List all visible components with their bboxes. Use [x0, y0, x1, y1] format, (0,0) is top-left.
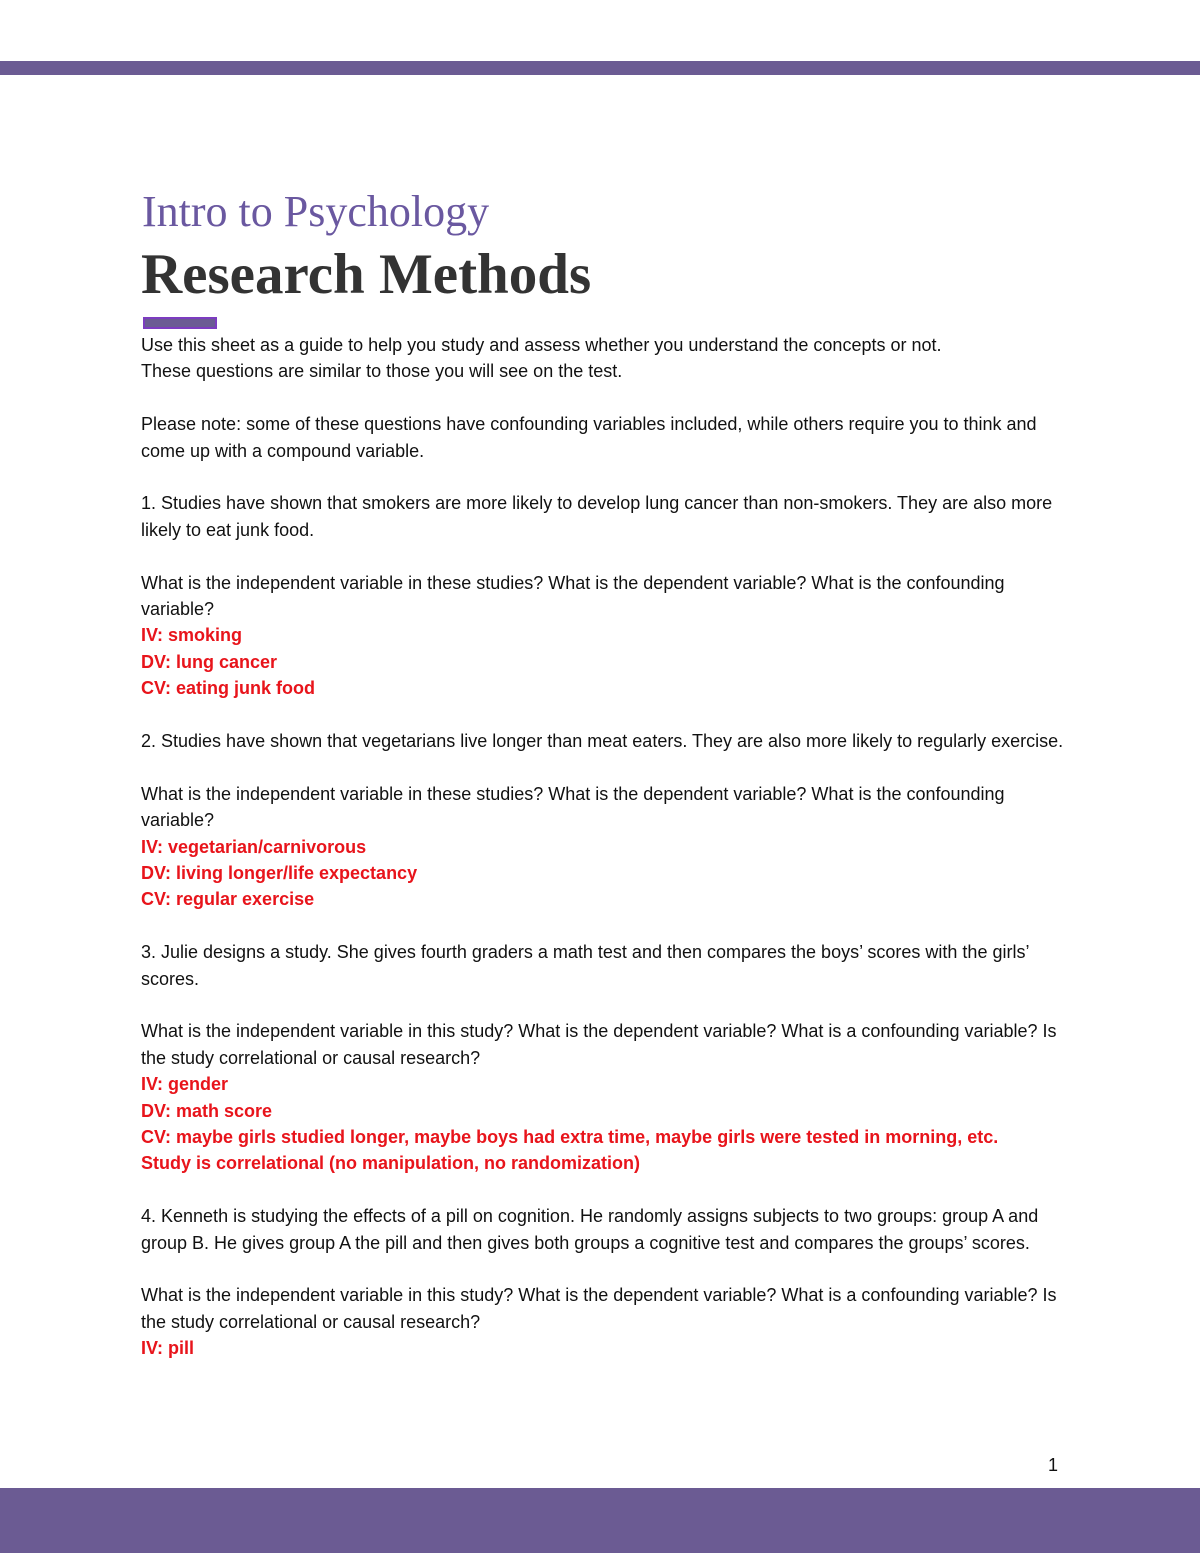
intro-line-1: Use this sheet as a guide to help you study and assess whether you understand the concepts or not. — [141, 335, 942, 355]
question-1-answer-cv: CV: eating junk food — [141, 678, 315, 699]
question-3-prompt: 3. Julie designs a study. She gives fourth graders a math test and then compares the boys’ scores with the girls’ scores. — [141, 942, 1029, 989]
question-1-answer-dv: DV: lung cancer — [141, 651, 278, 672]
page-number: 1 — [1048, 1455, 1059, 1475]
question-2-answer-iv: IV: vegetarian/carnivorous — [141, 836, 367, 857]
question-3-answer-cv: CV: maybe girls studied longer, maybe boys had extra time, maybe girls were tested in morning, etc. — [141, 1127, 999, 1148]
question-3-answer-dv: DV: math score — [141, 1100, 273, 1121]
question-2-answer-dv: DV: living longer/life expectancy — [141, 863, 418, 884]
question-4-prompt: 4. Kenneth is studying the effects of a pill on cognition. He randomly assigns subjects to two groups: group A and group B. He gives group A the pill and then gives both groups a cognitive test and compares the groups’ scores. — [141, 1206, 1039, 1253]
question-3-ask: What is the independent variable in this study? What is the dependent variable? What is a confounding variable? Is the study correlational or causal research? — [141, 1021, 1057, 1068]
question-2-prompt: 2. Studies have shown that vegetarians live longer than meat eaters. They are also more likely to regularly exercise. — [141, 731, 1064, 752]
question-4-answer-iv: IV: pill — [141, 1338, 195, 1359]
intro-line-2: These questions are similar to those you will see on the test. — [141, 361, 623, 382]
question-3-answer-iv: IV: gender — [141, 1074, 229, 1095]
intro-note: Please note: some of these questions have confounding variables included, while others require you to think and come up with a compound variable. — [141, 414, 1037, 461]
question-1-prompt: 1. Studies have shown that smokers are more likely to develop lung cancer than non-smokers. They are also more likely to eat junk food. — [141, 493, 1053, 540]
title-accent-bar — [143, 317, 217, 329]
question-1-answer-iv: IV: smoking — [141, 625, 243, 646]
question-3-answer-study-type: Study is correlational (no manipulation, no randomization) — [141, 1153, 641, 1174]
bottom-accent-band — [0, 1488, 1200, 1553]
question-4-ask: What is the independent variable in this study? What is the dependent variable? What is a confounding variable? Is the study correlational or causal research? — [141, 1285, 1057, 1332]
document-body — [141, 332, 1081, 1362]
question-1-ask: What is the independent variable in these studies? What is the dependent variable? What is the confounding variable? — [141, 572, 1005, 620]
document-title: Research Methods — [141, 243, 592, 306]
question-2-answer-cv: CV: regular exercise — [141, 889, 315, 910]
question-2-ask: What is the independent variable in these studies? What is the dependent variable? What is the confounding variable? — [141, 783, 1005, 831]
document-subtitle: Intro to Psychology — [142, 187, 490, 236]
top-accent-band — [0, 61, 1200, 75]
